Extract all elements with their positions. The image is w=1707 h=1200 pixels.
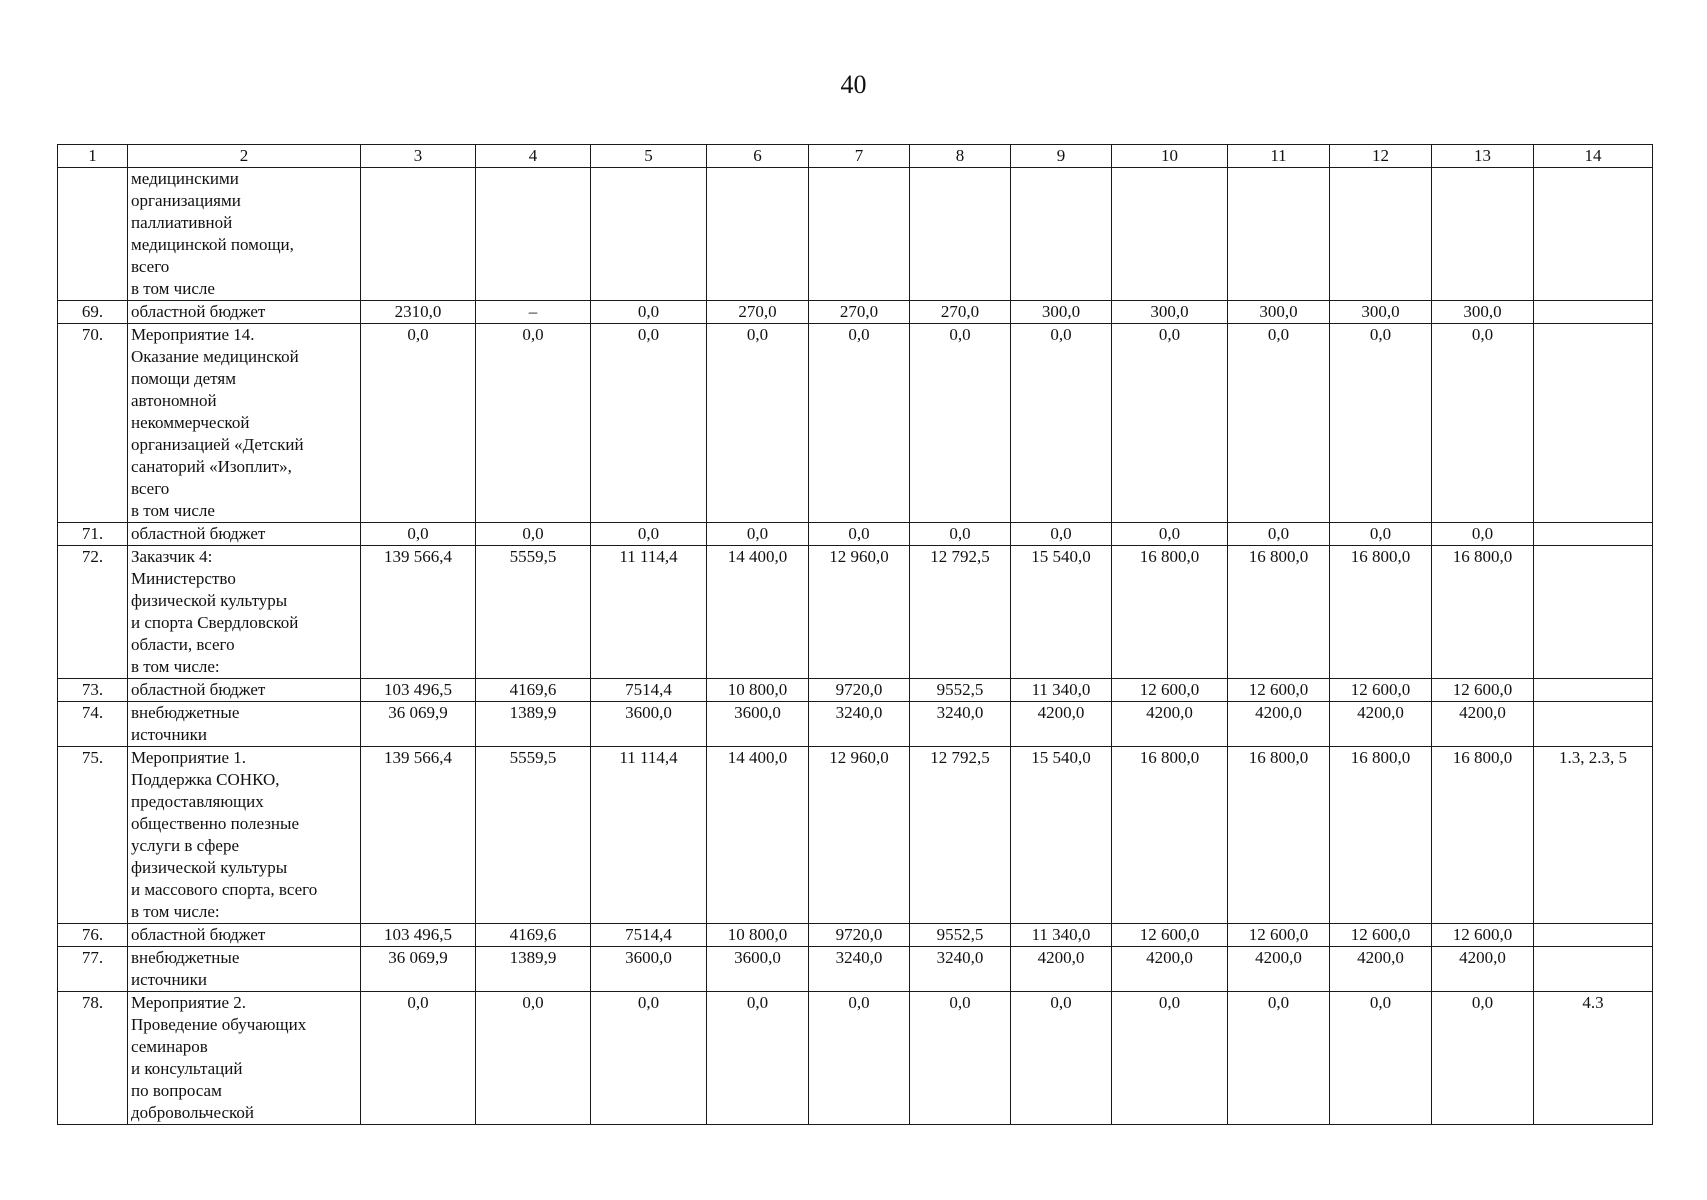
value-cell: 16 800,0 xyxy=(1330,747,1432,924)
value-cell: 3600,0 xyxy=(707,947,809,992)
row-number: 70. xyxy=(58,324,128,523)
row-number: 69. xyxy=(58,301,128,324)
value-cell: 12 792,5 xyxy=(910,747,1011,924)
row-number xyxy=(58,168,128,301)
value-cell: 0,0 xyxy=(809,523,910,546)
row-description: Заказчик 4: Министерство физической культуры и спорта Свердловской области, всего в том числе: xyxy=(128,546,361,679)
value-cell: 0,0 xyxy=(1432,992,1534,1125)
row-number: 75. xyxy=(58,747,128,924)
value-cell: 0,0 xyxy=(361,992,476,1125)
column-header: 6 xyxy=(707,145,809,168)
row-number: 78. xyxy=(58,992,128,1125)
value-cell: 0,0 xyxy=(591,992,707,1125)
target-indicator-cell xyxy=(1534,947,1653,992)
target-indicator-cell xyxy=(1534,301,1653,324)
target-indicator-cell xyxy=(1534,679,1653,702)
value-cell: 0,0 xyxy=(1011,523,1112,546)
value-cell: 3600,0 xyxy=(591,947,707,992)
column-header: 14 xyxy=(1534,145,1653,168)
column-header: 11 xyxy=(1228,145,1330,168)
value-cell: 0,0 xyxy=(707,324,809,523)
value-cell: 16 800,0 xyxy=(1112,546,1228,679)
value-cell: 4200,0 xyxy=(1228,702,1330,747)
target-indicator-cell xyxy=(1534,702,1653,747)
value-cell: 0,0 xyxy=(476,324,591,523)
value-cell: 9552,5 xyxy=(910,679,1011,702)
value-cell xyxy=(591,168,707,301)
value-cell: 16 800,0 xyxy=(1228,546,1330,679)
value-cell: 300,0 xyxy=(1228,301,1330,324)
column-header: 10 xyxy=(1112,145,1228,168)
value-cell: 16 800,0 xyxy=(1228,747,1330,924)
value-cell: 12 600,0 xyxy=(1330,924,1432,947)
value-cell: 300,0 xyxy=(1330,301,1432,324)
table-row xyxy=(58,924,1653,947)
value-cell: 14 400,0 xyxy=(707,747,809,924)
target-indicator-cell: 1.3, 2.3, 5 xyxy=(1534,747,1653,924)
value-cell: 1389,9 xyxy=(476,947,591,992)
row-description: областной бюджет xyxy=(128,523,361,546)
value-cell: 0,0 xyxy=(1432,324,1534,523)
value-cell: 0,0 xyxy=(591,523,707,546)
value-cell: 11 114,4 xyxy=(591,546,707,679)
row-description: внебюджетные источники xyxy=(128,702,361,747)
value-cell: 12 960,0 xyxy=(809,546,910,679)
value-cell: 4169,6 xyxy=(476,924,591,947)
value-cell: 15 540,0 xyxy=(1011,546,1112,679)
value-cell: 0,0 xyxy=(1011,324,1112,523)
column-header: 13 xyxy=(1432,145,1534,168)
row-description: Мероприятие 2. Проведение обучающих семинаров и консультаций по вопросам добровольческой xyxy=(128,992,361,1125)
value-cell: 9720,0 xyxy=(809,924,910,947)
value-cell: 0,0 xyxy=(1112,324,1228,523)
value-cell: 16 800,0 xyxy=(1112,747,1228,924)
row-description: областной бюджет xyxy=(128,301,361,324)
value-cell: 12 600,0 xyxy=(1330,679,1432,702)
value-cell: 0,0 xyxy=(1330,992,1432,1125)
value-cell: 0,0 xyxy=(1112,992,1228,1125)
value-cell xyxy=(809,168,910,301)
value-cell: 12 600,0 xyxy=(1112,679,1228,702)
table-row xyxy=(58,523,1653,546)
page-number: 40 xyxy=(840,70,867,99)
value-cell: 0,0 xyxy=(910,324,1011,523)
value-cell: 0,0 xyxy=(1330,523,1432,546)
column-header: 12 xyxy=(1330,145,1432,168)
value-cell: 0,0 xyxy=(1228,324,1330,523)
column-header: 5 xyxy=(591,145,707,168)
value-cell: 4169,6 xyxy=(476,679,591,702)
value-cell: 14 400,0 xyxy=(707,546,809,679)
value-cell: 1389,9 xyxy=(476,702,591,747)
value-cell: 9720,0 xyxy=(809,679,910,702)
column-header: 3 xyxy=(361,145,476,168)
table-row xyxy=(58,702,1653,747)
value-cell: 4200,0 xyxy=(1432,947,1534,992)
value-cell: 12 600,0 xyxy=(1228,679,1330,702)
value-cell: 11 340,0 xyxy=(1011,679,1112,702)
value-cell: 4200,0 xyxy=(1228,947,1330,992)
value-cell: 0,0 xyxy=(1228,992,1330,1125)
column-header: 1 xyxy=(58,145,128,168)
table-row xyxy=(58,747,1653,924)
value-cell: 0,0 xyxy=(1112,523,1228,546)
value-cell: 0,0 xyxy=(1228,523,1330,546)
target-indicator-cell xyxy=(1534,168,1653,301)
value-cell: 36 069,9 xyxy=(361,947,476,992)
value-cell xyxy=(910,168,1011,301)
budget-table xyxy=(57,144,1653,1125)
value-cell: 0,0 xyxy=(361,324,476,523)
target-indicator-cell xyxy=(1534,924,1653,947)
table-row xyxy=(58,546,1653,679)
row-description: областной бюджет xyxy=(128,924,361,947)
value-cell: 0,0 xyxy=(1432,523,1534,546)
value-cell: 3600,0 xyxy=(591,702,707,747)
column-header: 4 xyxy=(476,145,591,168)
row-number: 74. xyxy=(58,702,128,747)
value-cell: 0,0 xyxy=(910,523,1011,546)
value-cell: 0,0 xyxy=(361,523,476,546)
value-cell: 12 600,0 xyxy=(1112,924,1228,947)
value-cell: 4200,0 xyxy=(1112,702,1228,747)
value-cell: 15 540,0 xyxy=(1011,747,1112,924)
value-cell: 0,0 xyxy=(476,523,591,546)
target-indicator-cell xyxy=(1534,324,1653,523)
value-cell: 0,0 xyxy=(1011,992,1112,1125)
value-cell: 4200,0 xyxy=(1011,947,1112,992)
target-indicator-cell xyxy=(1534,523,1653,546)
value-cell: 5559,5 xyxy=(476,546,591,679)
value-cell: 10 800,0 xyxy=(707,924,809,947)
row-number: 72. xyxy=(58,546,128,679)
column-header: 9 xyxy=(1011,145,1112,168)
value-cell xyxy=(1432,168,1534,301)
value-cell: 3240,0 xyxy=(910,947,1011,992)
value-cell: – xyxy=(476,301,591,324)
value-cell: 300,0 xyxy=(1432,301,1534,324)
value-cell: 12 600,0 xyxy=(1432,924,1534,947)
value-cell: 300,0 xyxy=(1011,301,1112,324)
value-cell xyxy=(1011,168,1112,301)
target-indicator-cell: 4.3 xyxy=(1534,992,1653,1125)
value-cell: 0,0 xyxy=(591,324,707,523)
row-number: 77. xyxy=(58,947,128,992)
value-cell: 5559,5 xyxy=(476,747,591,924)
value-cell: 36 069,9 xyxy=(361,702,476,747)
value-cell xyxy=(707,168,809,301)
row-number: 76. xyxy=(58,924,128,947)
table-row xyxy=(58,168,1653,301)
value-cell: 0,0 xyxy=(910,992,1011,1125)
value-cell xyxy=(361,168,476,301)
value-cell: 139 566,4 xyxy=(361,546,476,679)
column-header: 7 xyxy=(809,145,910,168)
value-cell: 3600,0 xyxy=(707,702,809,747)
row-description: внебюджетные источники xyxy=(128,947,361,992)
table-row xyxy=(58,947,1653,992)
header-row xyxy=(58,145,1653,168)
value-cell: 3240,0 xyxy=(809,702,910,747)
value-cell: 0,0 xyxy=(591,301,707,324)
value-cell: 103 496,5 xyxy=(361,924,476,947)
value-cell: 12 600,0 xyxy=(1432,679,1534,702)
value-cell: 103 496,5 xyxy=(361,679,476,702)
value-cell: 3240,0 xyxy=(809,947,910,992)
table-body xyxy=(58,168,1653,1125)
value-cell: 10 800,0 xyxy=(707,679,809,702)
value-cell: 12 960,0 xyxy=(809,747,910,924)
value-cell: 4200,0 xyxy=(1330,702,1432,747)
value-cell: 7514,4 xyxy=(591,679,707,702)
value-cell: 16 800,0 xyxy=(1330,546,1432,679)
table-row xyxy=(58,679,1653,702)
value-cell: 12 600,0 xyxy=(1228,924,1330,947)
value-cell: 4200,0 xyxy=(1112,947,1228,992)
value-cell: 0,0 xyxy=(1330,324,1432,523)
row-number: 73. xyxy=(58,679,128,702)
value-cell: 0,0 xyxy=(476,992,591,1125)
row-description: медицинскими организациями паллиативной медицинской помощи, всего в том числе xyxy=(128,168,361,301)
table-row xyxy=(58,301,1653,324)
value-cell: 0,0 xyxy=(707,523,809,546)
value-cell: 270,0 xyxy=(707,301,809,324)
value-cell: 11 114,4 xyxy=(591,747,707,924)
value-cell: 16 800,0 xyxy=(1432,546,1534,679)
value-cell xyxy=(1112,168,1228,301)
value-cell: 9552,5 xyxy=(910,924,1011,947)
value-cell: 270,0 xyxy=(910,301,1011,324)
value-cell: 0,0 xyxy=(809,992,910,1125)
value-cell: 11 340,0 xyxy=(1011,924,1112,947)
value-cell: 3240,0 xyxy=(910,702,1011,747)
column-header: 8 xyxy=(910,145,1011,168)
value-cell: 2310,0 xyxy=(361,301,476,324)
row-description: Мероприятие 14. Оказание медицинской помощи детям автономной некоммерческой организацией «Детский санаторий «Изоплит», всего в том числе xyxy=(128,324,361,523)
table-row xyxy=(58,992,1653,1125)
value-cell: 270,0 xyxy=(809,301,910,324)
value-cell xyxy=(1330,168,1432,301)
value-cell: 4200,0 xyxy=(1432,702,1534,747)
value-cell: 16 800,0 xyxy=(1432,747,1534,924)
value-cell xyxy=(1228,168,1330,301)
value-cell: 4200,0 xyxy=(1011,702,1112,747)
value-cell: 7514,4 xyxy=(591,924,707,947)
target-indicator-cell xyxy=(1534,546,1653,679)
value-cell: 0,0 xyxy=(809,324,910,523)
value-cell: 300,0 xyxy=(1112,301,1228,324)
column-header: 2 xyxy=(128,145,361,168)
row-description: областной бюджет xyxy=(128,679,361,702)
value-cell xyxy=(476,168,591,301)
table-row xyxy=(58,324,1653,523)
value-cell: 4200,0 xyxy=(1330,947,1432,992)
value-cell: 0,0 xyxy=(707,992,809,1125)
value-cell: 139 566,4 xyxy=(361,747,476,924)
row-number: 71. xyxy=(58,523,128,546)
row-description: Мероприятие 1. Поддержка СОНКО, предоставляющих общественно полезные услуги в сфере физической культуры и массового спорта, всего в том числе: xyxy=(128,747,361,924)
value-cell: 12 792,5 xyxy=(910,546,1011,679)
